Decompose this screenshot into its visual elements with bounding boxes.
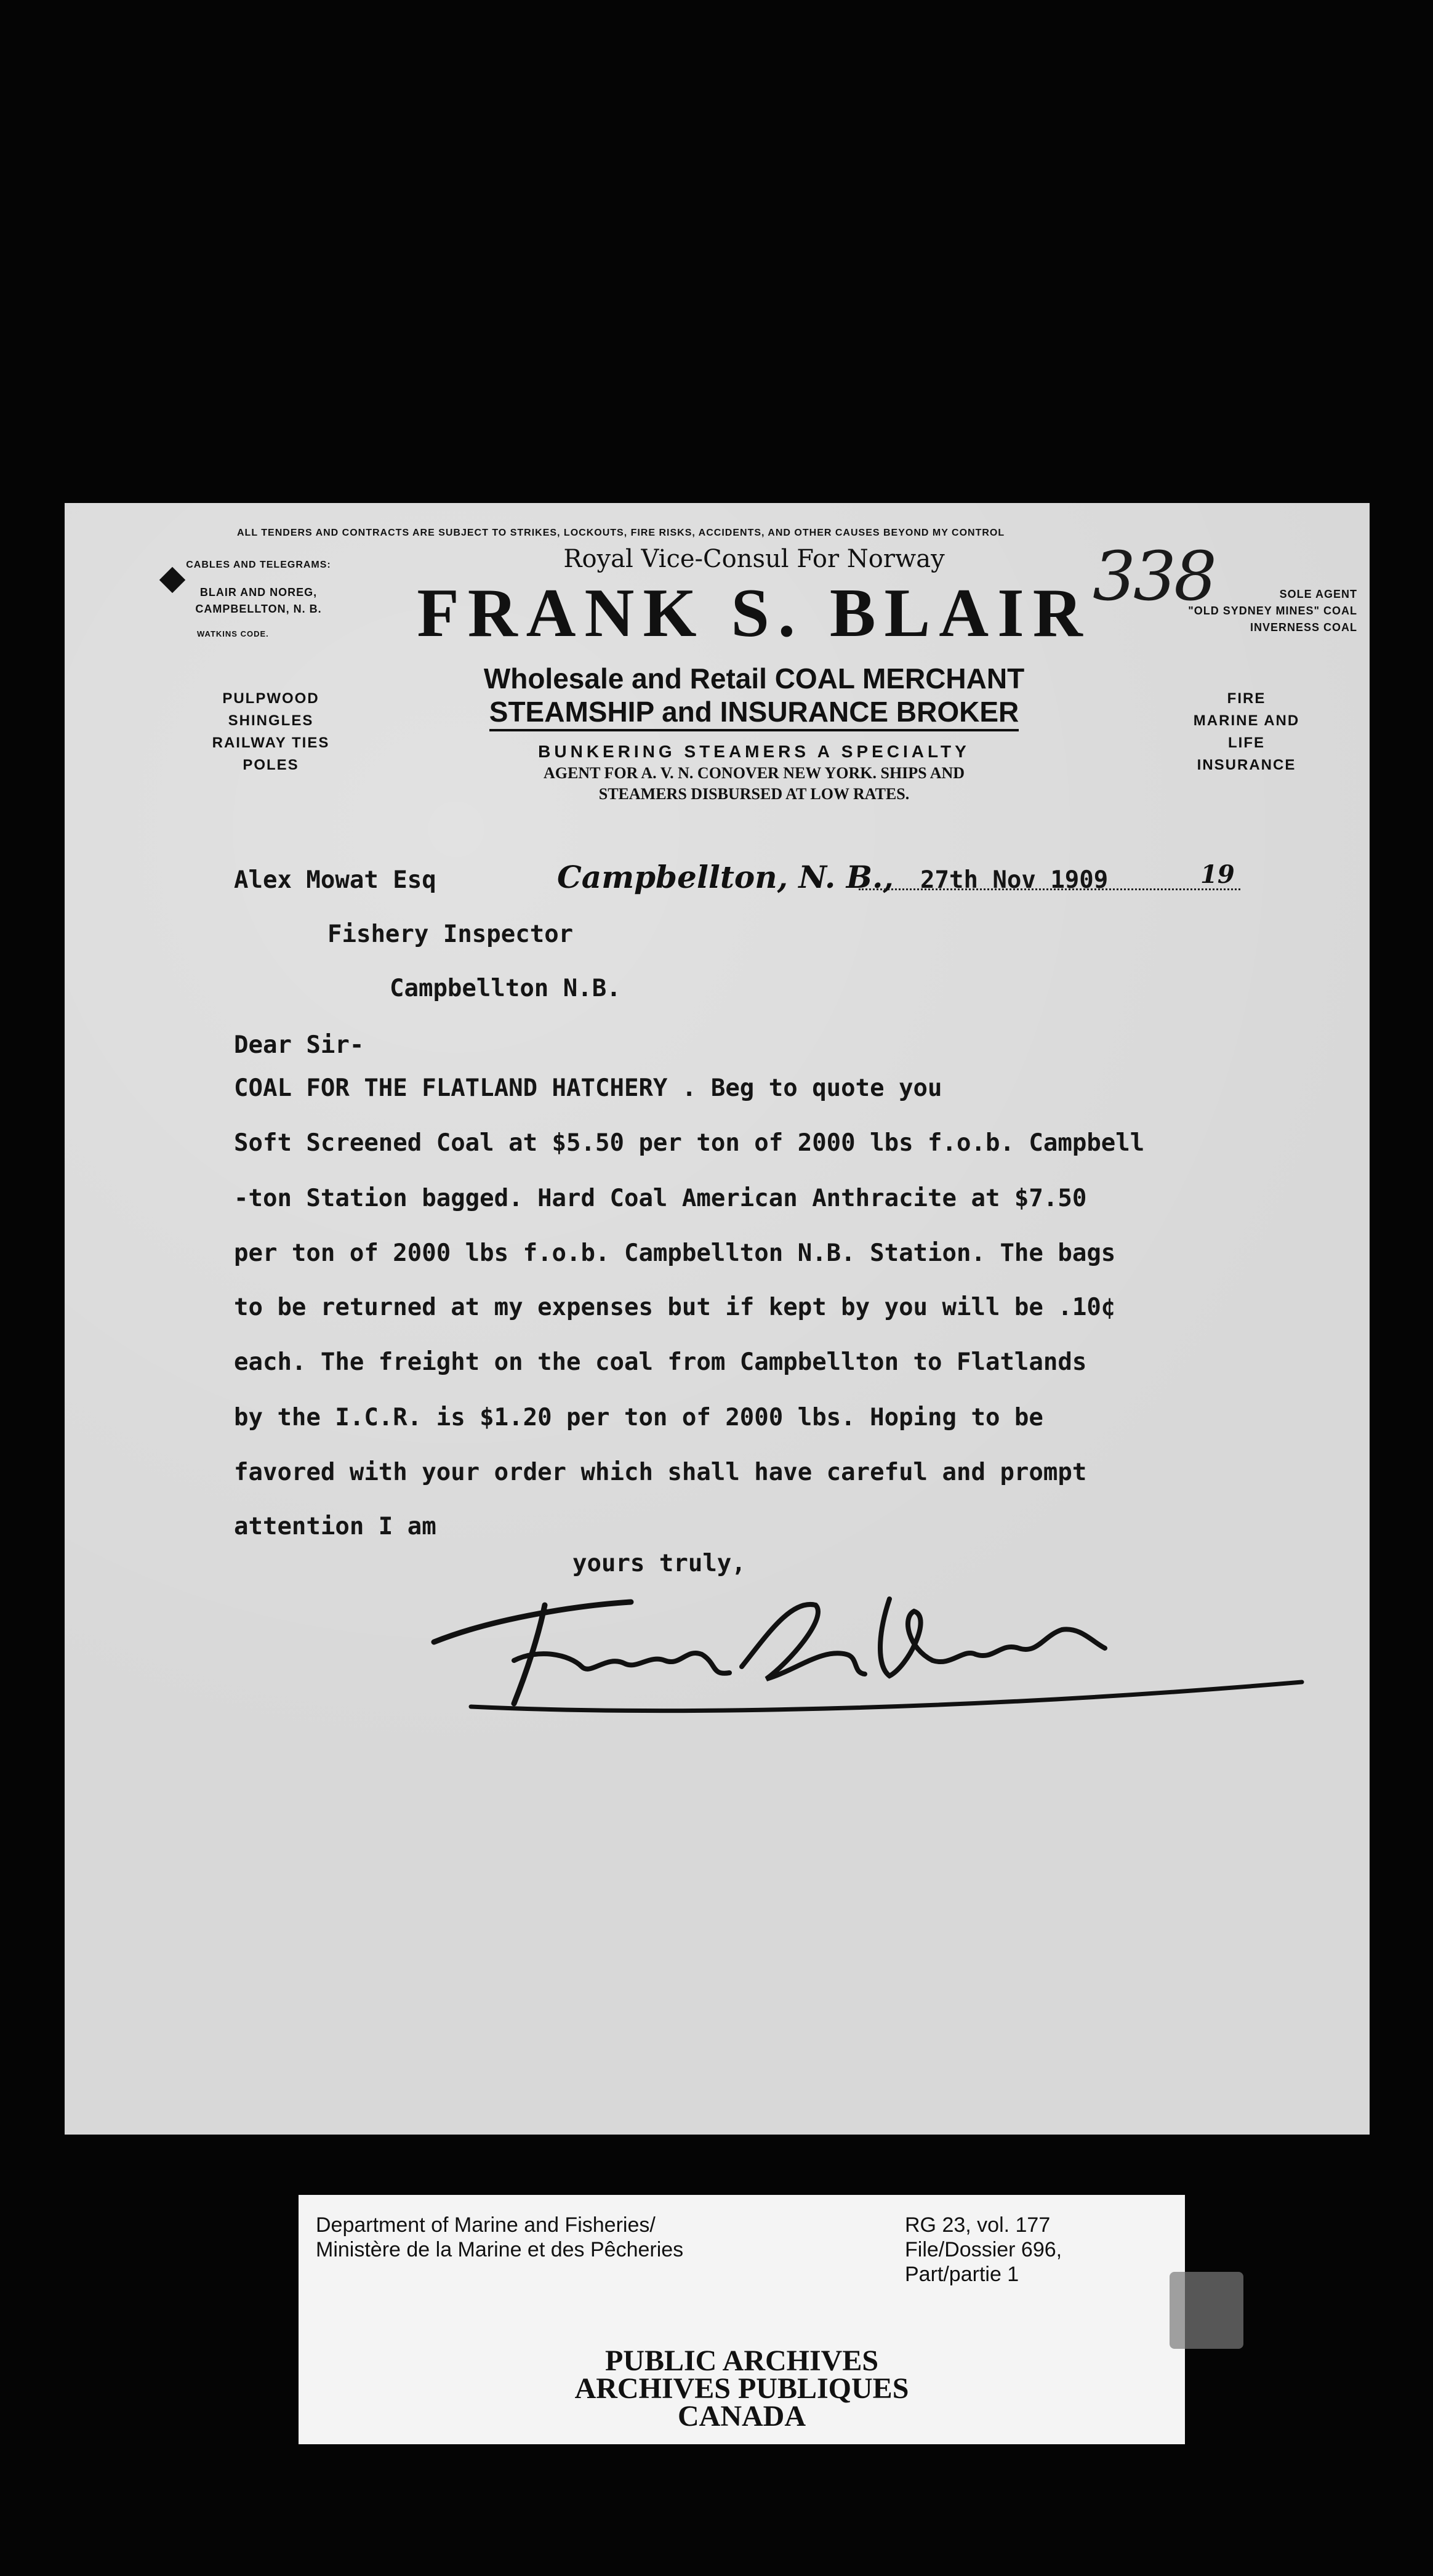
bunkering-line: BUNKERING STEAMERS A SPECIALTY xyxy=(538,742,970,761)
product-item: PULPWOOD xyxy=(222,690,319,707)
business-line-broker xyxy=(397,695,1111,728)
body-line: per ton of 2000 lbs f.o.b. Campbellton N.B. Station. The bags xyxy=(234,1239,1116,1267)
letter-page xyxy=(65,503,1370,2135)
cables-line: BLAIR AND NOREG, xyxy=(199,586,318,598)
letterhead-disclaimer: ALL TENDERS AND CONTRACTS ARE SUBJECT TO STRIKES, LOCKOUTS, FIRE RISKS, ACCIDENTS, AND OTHER CAUSES BEYOND MY CONTROL xyxy=(237,528,1005,538)
department-french: Ministère de la Marine et des Pêcheries xyxy=(316,2238,684,2261)
sole-agent-block xyxy=(1123,586,1357,636)
product-item: RAILWAY TIES xyxy=(212,735,330,751)
body-line: favored with your order which shall have careful and prompt xyxy=(234,1459,1087,1486)
insurance-line: MARINE AND xyxy=(1193,712,1300,729)
insurance-line: LIFE xyxy=(1228,735,1265,751)
body-line: by the I.C.R. is $1.20 per ton of 2000 lbs. Hoping to be xyxy=(234,1404,1043,1431)
year-prefix: 19 xyxy=(1200,860,1235,889)
products-list xyxy=(172,688,369,776)
body-line: -ton Station bagged. Hard Coal American Anthracite at $7.50 xyxy=(234,1185,1087,1212)
salutation: Dear Sir- xyxy=(234,1031,364,1059)
sole-agent-line: "OLD SYDNEY MINES" COAL xyxy=(1188,605,1357,617)
recipient-city: Campbellton N.B. xyxy=(390,975,621,1002)
telegraph-code: WATKINS CODE. xyxy=(197,629,269,638)
archive-reference-card xyxy=(299,2195,1185,2444)
page-number-annotation: 338 xyxy=(1093,537,1214,616)
handwritten-signature xyxy=(422,1562,1308,1722)
cables-label: CABLES AND TELEGRAMS: xyxy=(186,560,331,570)
letter-place: Campbellton, N. B., xyxy=(557,859,894,895)
insurance-line: INSURANCE xyxy=(1197,757,1296,773)
body-line: attention I am xyxy=(234,1513,436,1540)
card-stain xyxy=(1170,2272,1243,2349)
sole-agent-line: SOLE AGENT xyxy=(1279,588,1357,600)
broker-text: STEAMSHIP and INSURANCE BROKER xyxy=(489,696,1019,731)
department-english: Department of Marine and Fisheries/ xyxy=(316,2213,656,2237)
letter-date: 27th Nov 1909 xyxy=(920,866,1109,894)
body-line: each. The freight on the coal from Campbellton to Flatlands xyxy=(234,1348,1087,1376)
body-line: Soft Screened Coal at $5.50 per ton of 2000 lbs f.o.b. Campbell xyxy=(234,1129,1145,1157)
file-dossier: File/Dossier 696, xyxy=(905,2238,1062,2261)
body-line: to be returned at my expenses but if kept by you will be .10¢ xyxy=(234,1294,1116,1321)
disbursed-line: STEAMERS DISBURSED AT LOW RATES. xyxy=(598,785,910,803)
firm-name: FRANK S. BLAIR xyxy=(417,575,1091,651)
recipient-name: Alex Mowat Esq xyxy=(234,866,436,894)
archives-line-fr: ARCHIVES PUBLIQUES xyxy=(574,2372,909,2405)
recipient-title: Fishery Inspector xyxy=(327,920,574,948)
file-part: Part/partie 1 xyxy=(905,2263,1019,2286)
product-item: POLES xyxy=(243,757,299,773)
record-group: RG 23, vol. 177 xyxy=(905,2213,1051,2237)
agent-line: AGENT FOR A. V. N. CONOVER NEW YORK. SHIPS AND xyxy=(543,764,965,782)
product-item: SHINGLES xyxy=(228,712,314,729)
insurance-block xyxy=(1154,688,1339,776)
insurance-line: FIRE xyxy=(1227,690,1266,707)
vice-consul-title: Royal Vice-Consul For Norway xyxy=(563,545,945,573)
archives-line-country: CANADA xyxy=(678,2400,806,2433)
closing: yours truly, xyxy=(572,1550,746,1577)
sole-agent-line: INVERNESS COAL xyxy=(1250,621,1357,634)
archives-line-en: PUBLIC ARCHIVES xyxy=(604,2345,879,2377)
business-line-coal: Wholesale and Retail COAL MERCHANT xyxy=(483,662,1025,694)
body-line: COAL FOR THE FLATLAND HATCHERY . Beg to quote you xyxy=(234,1074,942,1102)
cables-line: CAMPBELLTON, N. B. xyxy=(195,603,322,615)
